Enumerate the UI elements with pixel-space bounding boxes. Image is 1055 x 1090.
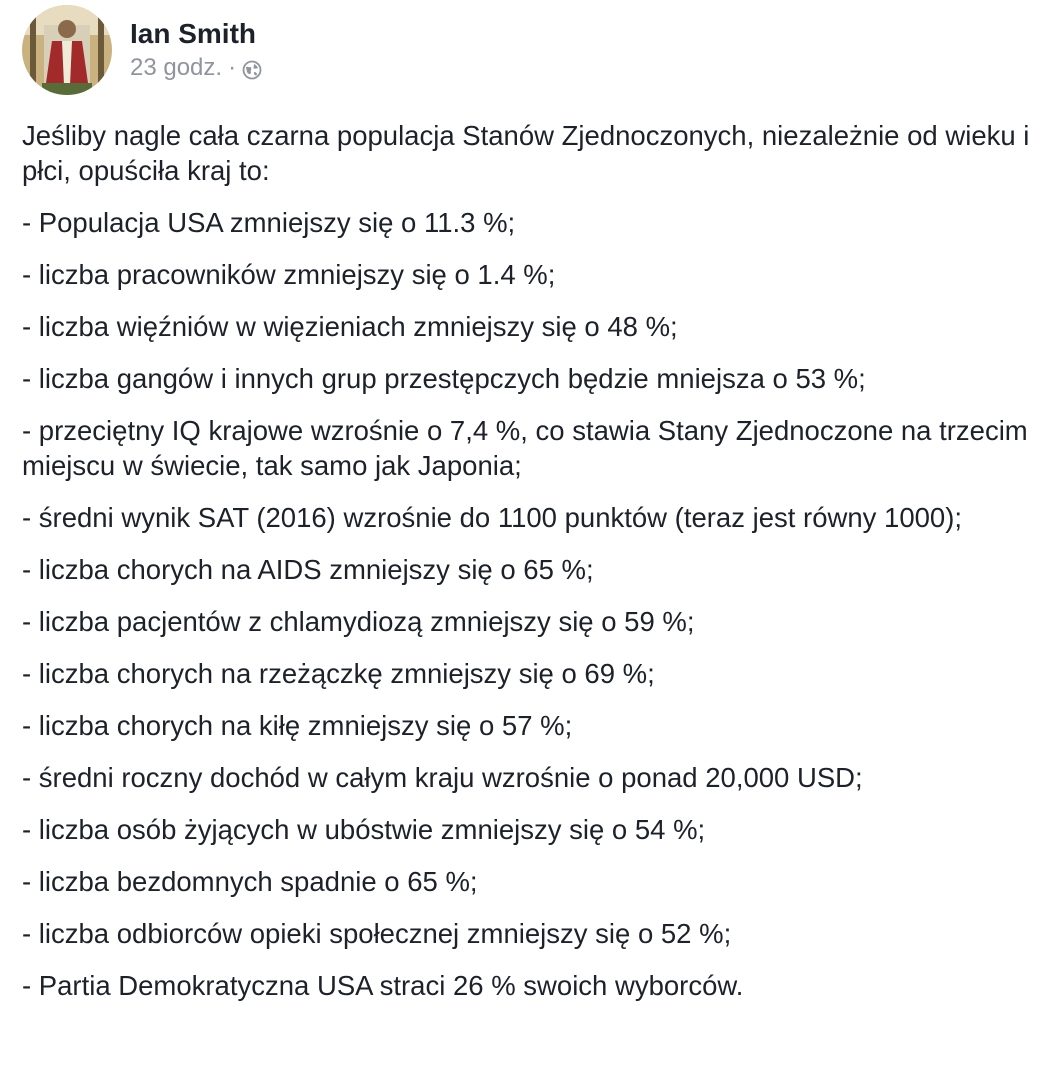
post-intro: Jeśliby nagle cała czarna populacja Stanów Zjednoczonych, niezależnie od wieku i płci, opuściła kraj to:: [22, 120, 1030, 186]
globe-icon[interactable]: [242, 58, 262, 78]
list-item: - liczba chorych na rzeżączkę zmniejszy się o 69 %;: [22, 658, 655, 689]
list-item: - średni wynik SAT (2016) wzrośnie do 1100 punktów (teraz jest równy 1000);: [22, 502, 963, 533]
post-header: [22, 4, 262, 96]
post-meta: [130, 17, 262, 83]
list-item: - liczba pacjentów z chlamydiozą zmniejszy się o 59 %;: [22, 606, 695, 637]
list-item: - liczba odbiorców opieki społecznej zmniejszy się o 52 %;: [22, 918, 732, 949]
list-item: - liczba bezdomnych spadnie o 65 %;: [22, 866, 478, 897]
list-item: - liczba chorych na kiłę zmniejszy się o 57 %;: [22, 710, 573, 741]
post-meta-line: [130, 53, 262, 83]
post-body: [22, 118, 1047, 1020]
avatar[interactable]: [22, 5, 112, 95]
list-item: - liczba więźniów w więzieniach zmniejszy się o 48 %;: [22, 311, 678, 342]
avatar-image: [22, 5, 112, 95]
meta-separator: ·: [228, 54, 237, 81]
list-item: - Populacja USA zmniejszy się o 11.3 %;: [22, 207, 516, 238]
list-item: - liczba osób żyjących w ubóstwie zmniejszy się o 54 %;: [22, 814, 706, 845]
list-item: - przeciętny IQ krajowe wzrośnie o 7,4 %, co stawia Stany Zjednoczone na trzecim miejscu w świecie, tak samo jak Japonia;: [22, 415, 1028, 481]
post-timestamp[interactable]: 23 godz.: [130, 54, 223, 81]
list-item: - Partia Demokratyczna USA straci 26 % swoich wyborców.: [22, 970, 744, 1001]
list-item: - liczba gangów i innych grup przestępczych będzie mniejsza o 53 %;: [22, 363, 866, 394]
author-name[interactable]: Ian Smith: [130, 18, 257, 49]
list-item: - średni roczny dochód w całym kraju wzrośnie o ponad 20,000 USD;: [22, 762, 863, 793]
list-item: - liczba pracowników zmniejszy się o 1.4 %;: [22, 259, 556, 290]
list-item: - liczba chorych na AIDS zmniejszy się o 65 %;: [22, 554, 594, 585]
